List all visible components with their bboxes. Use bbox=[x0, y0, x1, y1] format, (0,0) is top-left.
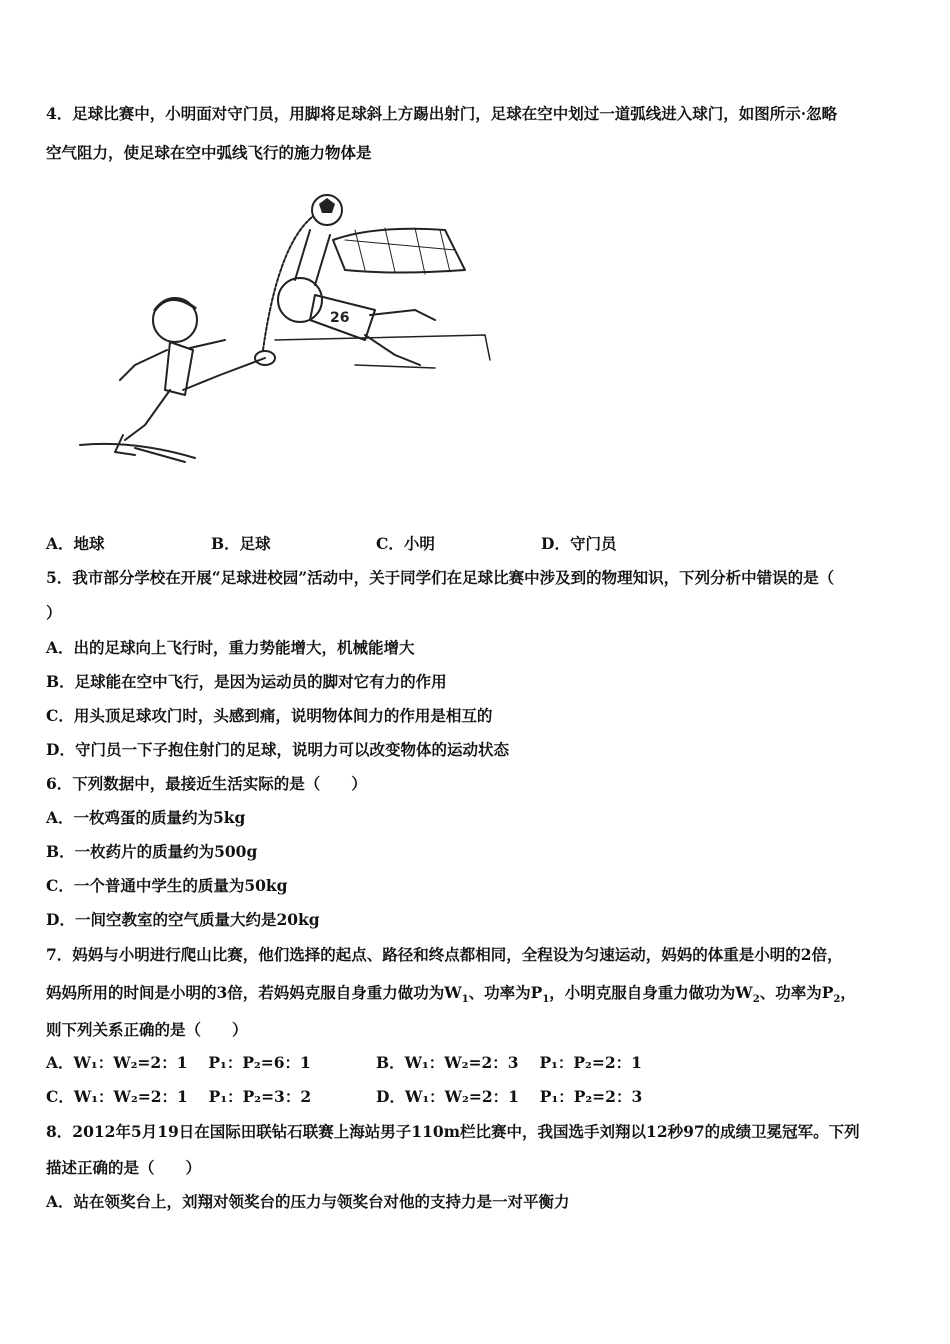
soccer-illustration bbox=[75, 190, 495, 480]
q4-stem-line2: 空气阻力，使足球在空中弧线飞行的施力物体是 bbox=[46, 143, 372, 162]
q6-option-b[interactable]: B．一枚药片的质量约为500g bbox=[46, 842, 258, 861]
jersey-number: 26 bbox=[330, 310, 350, 326]
q7-option-c[interactable]: C．W₁：W₂=2：1 P₁：P₂=3：2 bbox=[46, 1087, 312, 1106]
q8-stem-line2: 描述正确的是（ ） bbox=[46, 1158, 202, 1177]
q7-option-b[interactable]: B．W₁：W₂=2：3 P₁：P₂=2：1 bbox=[376, 1053, 642, 1072]
q6-stem: 6．下列数据中，最接近生活实际的是（ ） bbox=[46, 774, 367, 793]
q4-stem-line1: 4．足球比赛中，小明面对守门员，用脚将足球斜上方踢出射门，足球在空中划过一道弧线进入球门，如图所示·忽略 bbox=[46, 104, 838, 123]
q7-stem-line1: 7．妈妈与小明进行爬山比赛，他们选择的起点、路径和终点都相同，全程设为匀速运动，妈妈的体重是小明的2倍， bbox=[46, 945, 843, 964]
q6-option-c[interactable]: C．一个普通中学生的质量为50kg bbox=[46, 876, 288, 895]
q7-option-a[interactable]: A．W₁：W₂=2：1 P₁：P₂=6：1 bbox=[46, 1053, 311, 1072]
q4-option-a[interactable]: A．地球 bbox=[46, 534, 105, 553]
q7-options-row2 bbox=[46, 1085, 642, 1107]
q5-option-b[interactable]: B．足球能在空中飞行，是因为运动员的脚对它有力的作用 bbox=[46, 672, 447, 691]
q7-option-d[interactable]: D．W₁：W₂=2：1 P₁：P₂=2：3 bbox=[376, 1087, 643, 1106]
q7-stem-line2: 妈妈所用的时间是小明的3倍，若妈妈克服自身重力做功为$W_1$、功率为$P_1$，小明克服自身重力做功为$W_2$、功率为$P_2$， bbox=[46, 983, 856, 1006]
q5-stem-line2: ） bbox=[46, 603, 62, 622]
q5-stem-line1: 5．我市部分学校在开展“足球进校园”活动中，关于同学们在足球比赛中涉及到的物理知识，下列分析中错误的是（ bbox=[46, 568, 835, 587]
q4-option-b[interactable]: B．足球 bbox=[211, 534, 271, 553]
q8-stem-line1: 8．2012年5月19日在国际田联钻石联赛上海站男子110m栏比赛中，我国选手刘翔以12秒97的成绩卫冕冠军。下列 bbox=[46, 1122, 860, 1141]
q5-option-d[interactable]: D．守门员一下子抱住射门的足球，说明力可以改变物体的运动状态 bbox=[46, 740, 509, 759]
q4-option-c[interactable]: C．小明 bbox=[376, 534, 435, 553]
q5-option-c[interactable]: C．用头顶足球攻门时，头感到痛，说明物体间力的作用是相互的 bbox=[46, 706, 493, 725]
q6-option-d[interactable]: D．一间空教室的空气质量大约是20kg bbox=[46, 910, 320, 929]
q4-option-d[interactable]: D．守门员 bbox=[541, 534, 617, 553]
q6-option-a[interactable]: A．一枚鸡蛋的质量约为5kg bbox=[46, 808, 246, 827]
q4-options bbox=[46, 532, 616, 554]
q7-stem-line3: 则下列关系正确的是（ ） bbox=[46, 1020, 248, 1039]
q7-options-row1 bbox=[46, 1051, 642, 1073]
soccer-ball-icon bbox=[312, 195, 342, 225]
q8-option-a[interactable]: A．站在领奖台上，刘翔对领奖台的压力与领奖台对他的支持力是一对平衡力 bbox=[46, 1192, 570, 1211]
q5-option-a[interactable]: A．出的足球向上飞行时，重力势能增大，机械能增大 bbox=[46, 638, 415, 657]
